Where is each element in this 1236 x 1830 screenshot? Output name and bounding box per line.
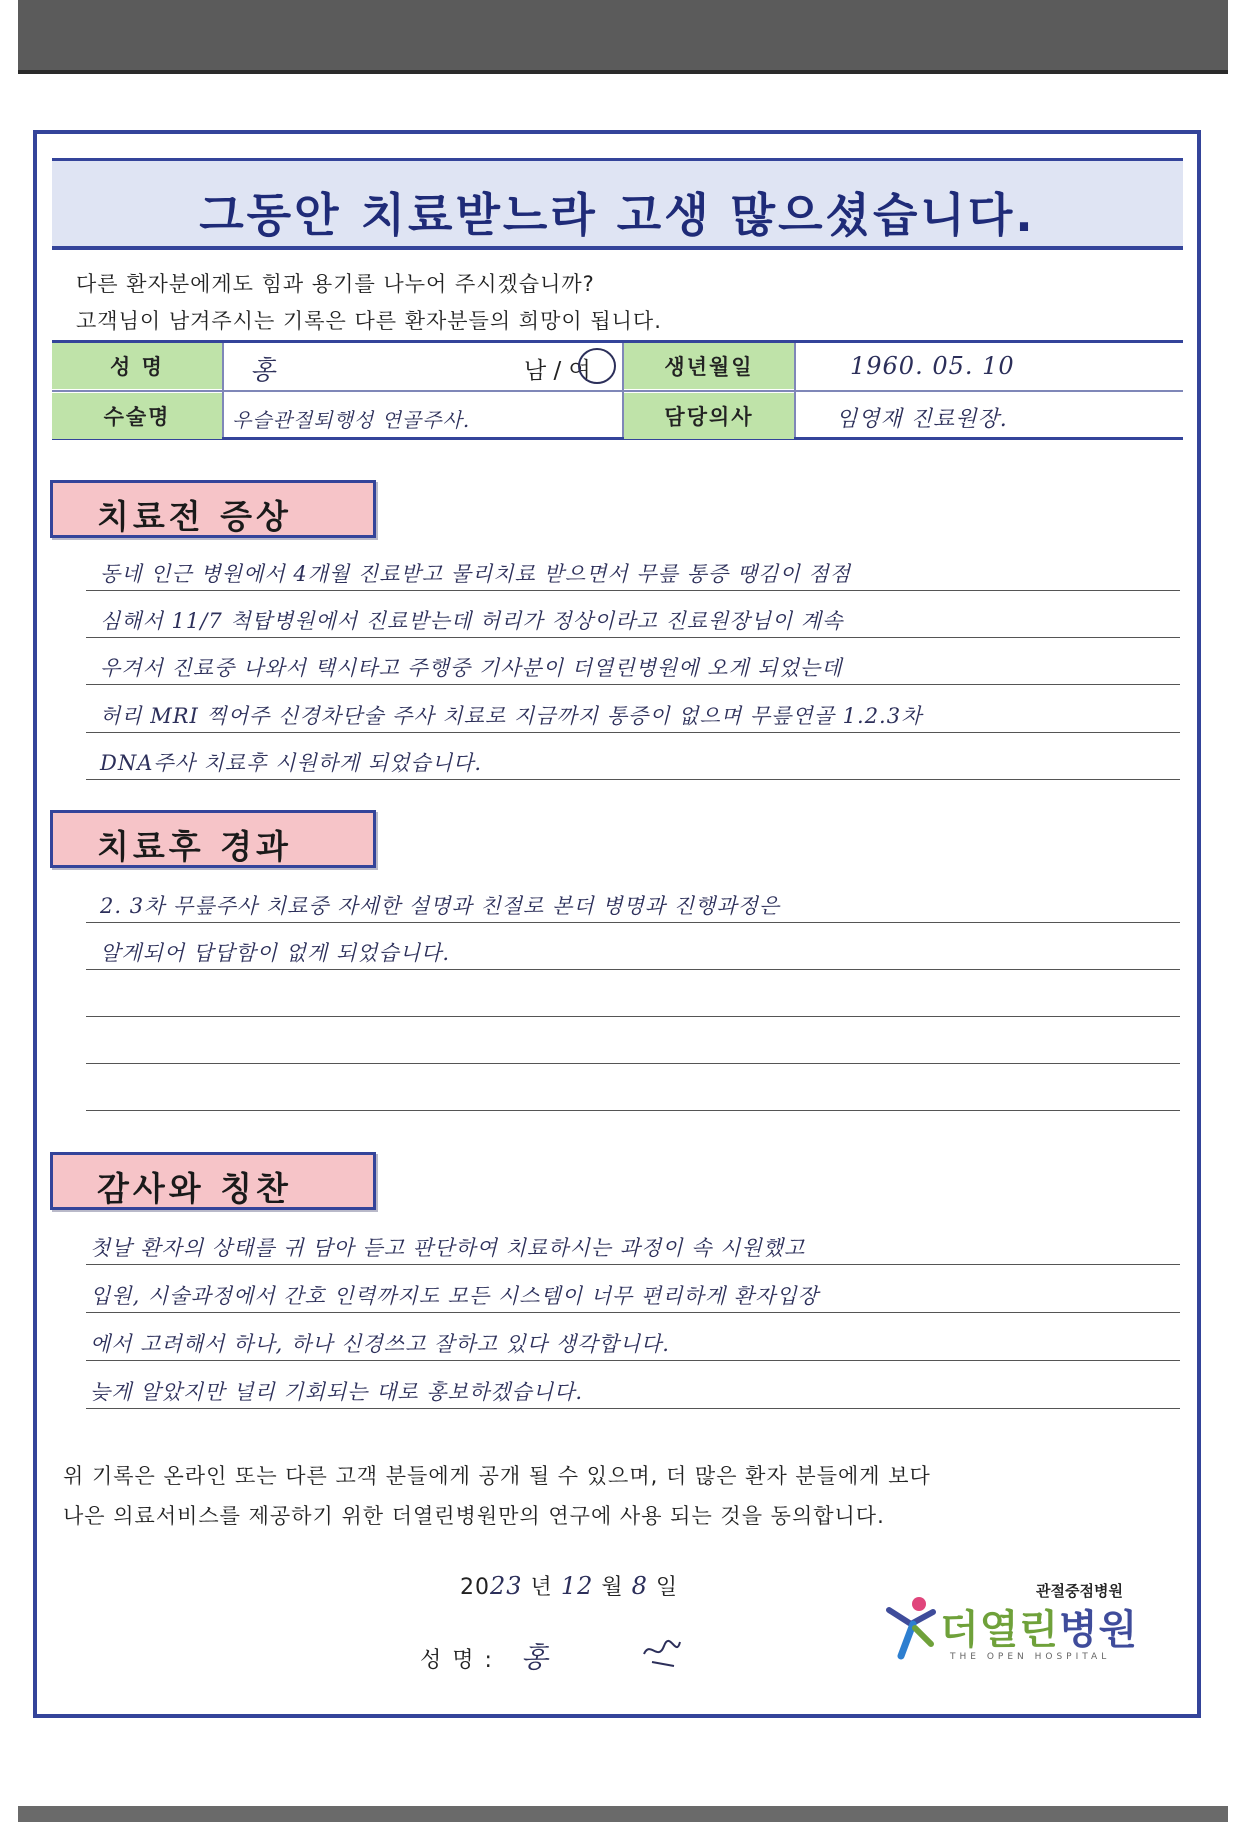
after-line-1: 2. 3차 무릎주사 치료중 자세한 설명과 친절로 본더 병명과 진행과정은	[100, 894, 781, 918]
logo-subtitle: 관절중점병원	[1036, 1582, 1123, 1600]
rule	[86, 732, 1180, 733]
date-prefix: 20	[460, 1575, 490, 1600]
rule	[86, 1408, 1180, 1409]
rule	[86, 1110, 1180, 1111]
logo-name	[940, 1598, 1138, 1655]
section-thanks	[50, 1152, 376, 1210]
birth-label: 생년월일	[624, 343, 794, 389]
before-line-2: 심해서 11/7 척탑병원에서 진료받는데 허리가 정상이라고 진료원장님이 계속	[100, 609, 844, 633]
rule	[86, 969, 1180, 970]
form-title: 그동안 치료받느라 고생 많으셨습니다.	[199, 188, 1036, 242]
signature-scribble	[640, 1632, 684, 1672]
intro-line-2: 고객님이 남겨주시는 기록은 다른 환자분들의 희망이 됩니다.	[76, 309, 662, 333]
scan-top-line	[18, 70, 1228, 74]
info-col-divider-1	[222, 343, 224, 437]
thanks-line-1: 첫날 환자의 상태를 귀 담아 듣고 판단하여 치료하시는 과정이 속 시원했고	[90, 1236, 806, 1260]
title-box	[52, 158, 1183, 250]
before-line-3: 우겨서 진료중 나와서 택시타고 주행중 기사분이 더열린병원에 오게 되었는데	[100, 656, 843, 680]
logo-name-part1: 더열린	[940, 1607, 1059, 1653]
rule	[86, 1360, 1180, 1361]
after-line-2: 알게되어 답답함이 없게 되었습니다.	[100, 941, 450, 965]
section-before-treatment	[50, 480, 376, 538]
logo-english: THE OPEN HOSPITAL	[950, 1652, 1111, 1662]
before-line-1: 동네 인근 병원에서 4개월 진료받고 물리치료 받으면서 무릎 통증 땡김이 점점	[100, 562, 851, 586]
thanks-line-2: 입원, 시술과정에서 간호 인력까지도 모든 시스템이 너무 편리하게 환자입장	[90, 1284, 819, 1308]
section-before-heading: 치료전 증상	[97, 497, 292, 536]
rule	[86, 637, 1180, 638]
before-line-4: 허리 MRI 찍어주 신경차단술 주사 치료로 지금까지 통증이 없으며 무릎연골 1.2.3차	[100, 704, 923, 728]
signature-line	[420, 1636, 549, 1676]
rule	[86, 684, 1180, 685]
doctor-value: 임영재 진료원장.	[836, 407, 1008, 432]
info-col-divider-2	[622, 343, 624, 437]
thanks-line-3: 에서 고려해서 하나, 하나 신경쓰고 잘하고 있다 생각합니다.	[90, 1332, 670, 1356]
date-year-suffix: 년	[530, 1575, 553, 1600]
date-month: 12	[560, 1572, 594, 1600]
section-thanks-heading: 감사와 칭찬	[97, 1169, 292, 1208]
gender-circle-mark	[576, 346, 618, 386]
birth-value: 1960. 05. 10	[850, 352, 1015, 380]
intro-line-1: 다른 환자분에게도 힘과 용기를 나누어 주시겠습니까?	[76, 272, 595, 296]
name-label: 성 명	[52, 343, 222, 389]
rule	[86, 1312, 1180, 1313]
rule	[86, 1063, 1180, 1064]
info-col-divider-3	[794, 343, 796, 437]
surgery-value: 우슬관절퇴행성 연골주사.	[232, 408, 471, 432]
date-month-suffix: 월	[601, 1575, 624, 1600]
gender-value: 남 / 여	[524, 358, 591, 384]
date-day: 8	[631, 1572, 648, 1600]
thanks-line-4: 늦게 알았지만 널리 기회되는 대로 홍보하겠습니다.	[90, 1380, 584, 1404]
date-line	[460, 1570, 678, 1601]
name-value: 홍	[250, 356, 277, 386]
date-day-suffix: 일	[655, 1575, 679, 1600]
consent-line-1: 위 기록은 온라인 또는 다른 고객 분들에게 공개 될 수 있으며, 더 많은 환자 분들에게 보다	[63, 1464, 931, 1488]
section-after-treatment	[50, 810, 376, 868]
scan-top-edge	[18, 0, 1228, 70]
signature-name: 홍	[520, 1641, 549, 1674]
rule	[86, 590, 1180, 591]
rule	[86, 1016, 1180, 1017]
date-year: 23	[490, 1572, 523, 1600]
before-line-5: DNA주사 치료후 시원하게 되었습니다.	[100, 751, 483, 775]
rule	[86, 1264, 1180, 1265]
hospital-logo-icon	[885, 1594, 939, 1662]
surgery-label: 수술명	[52, 393, 222, 439]
doctor-label: 담당의사	[624, 393, 794, 439]
consent-line-2: 나은 의료서비스를 제공하기 위한 더열린병원만의 연구에 사용 되는 것을 동의합니다.	[63, 1504, 885, 1528]
scan-bottom-edge	[18, 1806, 1228, 1822]
rule	[86, 779, 1180, 780]
signature-label: 성 명 :	[420, 1648, 494, 1673]
section-after-heading: 치료후 경과	[97, 827, 292, 866]
rule	[86, 922, 1180, 923]
logo-name-part2: 병원	[1058, 1607, 1139, 1653]
